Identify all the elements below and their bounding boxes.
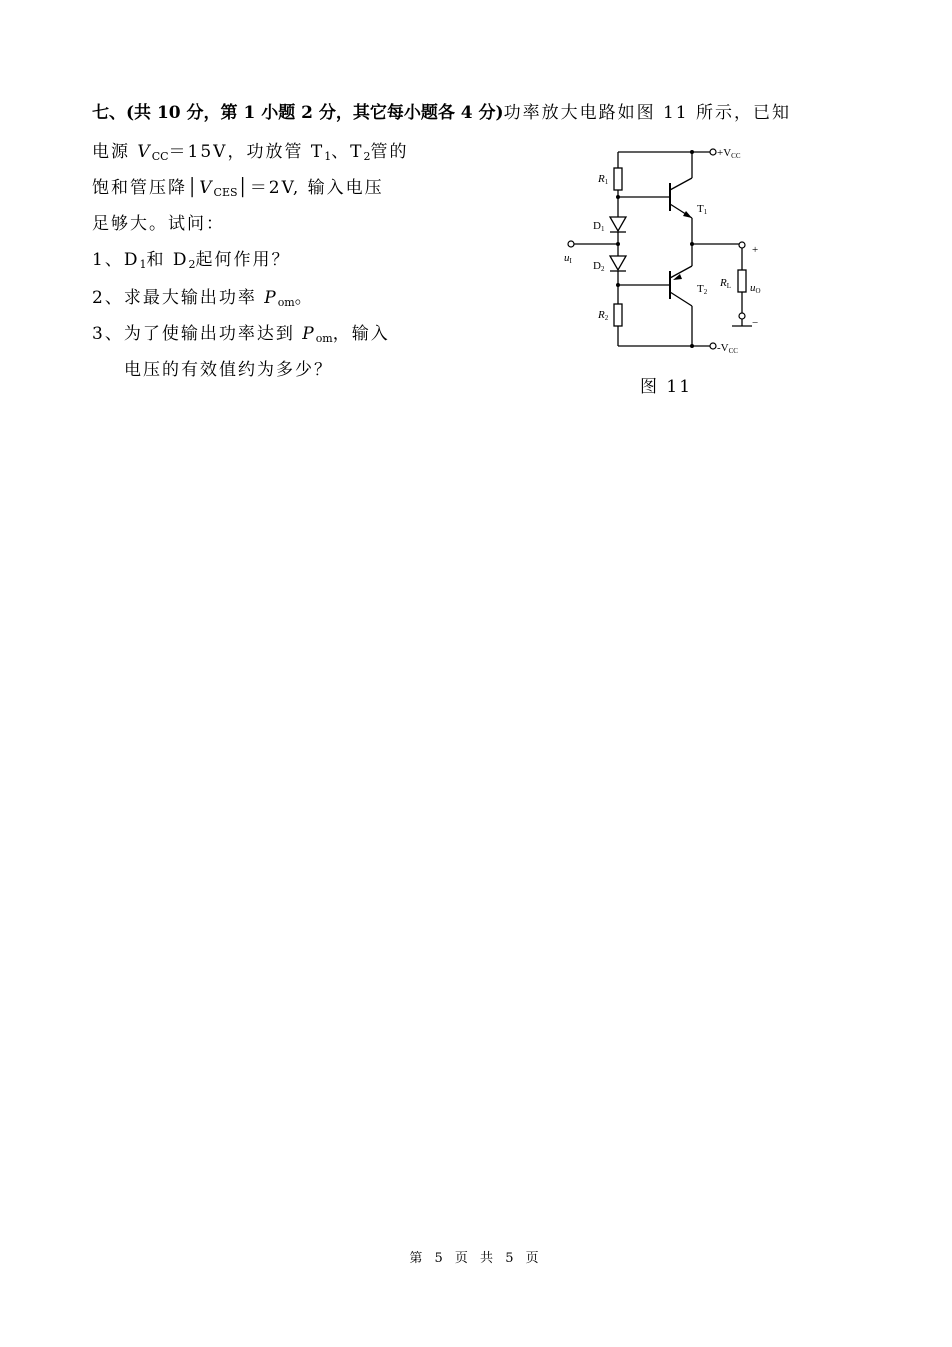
label-ui: uI: [564, 252, 572, 265]
subquestion-2: 2、求最大输出功率 $P_{om}$。: [92, 288, 314, 309]
resistor-r1-symbol: [614, 168, 622, 190]
circuit-diagram: [560, 140, 760, 360]
label-uo: uO: [750, 282, 761, 295]
vcc-pos-terminal: [710, 149, 716, 155]
label-plus: +: [752, 244, 759, 256]
resistor-r2-symbol: [614, 304, 622, 326]
label-d2: D2: [593, 260, 605, 273]
subquestion-3-continued: 电压的有效值约为多少？: [124, 360, 333, 380]
question-line-4: 足够大。试问：: [92, 214, 225, 234]
question-heading: [92, 101, 791, 125]
question-line-3: 饱和管压降$│V_{CES}│=2V$, 输入电压: [92, 178, 384, 199]
label-r2: R2: [598, 309, 609, 322]
input-terminal: [568, 241, 574, 247]
label-vcc-neg: -VCC: [717, 342, 738, 355]
diode-d2-symbol: [610, 256, 626, 270]
question-line-2: 电源 $V_{CC}=15V$，功放管 $T_1$、$T_2$管的: [92, 142, 409, 163]
output-neg-terminal: [739, 313, 745, 319]
resistor-rl-symbol: [738, 270, 746, 292]
label-t1: T1: [697, 203, 708, 216]
label-d1: D1: [593, 220, 605, 233]
label-rl: RL: [720, 277, 732, 290]
subquestion-3: 3、为了使输出功率达到 $P_{om}$，输入: [92, 324, 390, 345]
output-pos-terminal: [739, 242, 745, 248]
page-footer: 第 5 页 共 5 页: [409, 1251, 543, 1266]
t1-emitter-arrow: [683, 211, 692, 218]
question-heading-rest: 功率放大电路如图 11 所示，已知: [503, 103, 792, 123]
label-minus: −: [752, 317, 759, 329]
label-t2: T2: [697, 283, 708, 296]
subquestion-1: 1、$D_1$和 $D_2$起何作用？: [92, 250, 291, 271]
question-heading-bold: 七、(共 10 分，第 1 小题 2 分，其它每小题各 4 分): [92, 103, 504, 123]
vcc-neg-terminal: [710, 343, 716, 349]
figure-caption: 图 11: [640, 377, 693, 397]
diode-d1-symbol: [610, 217, 626, 231]
label-vcc-pos: +VCC: [717, 147, 741, 160]
label-r1: R1: [598, 173, 609, 186]
